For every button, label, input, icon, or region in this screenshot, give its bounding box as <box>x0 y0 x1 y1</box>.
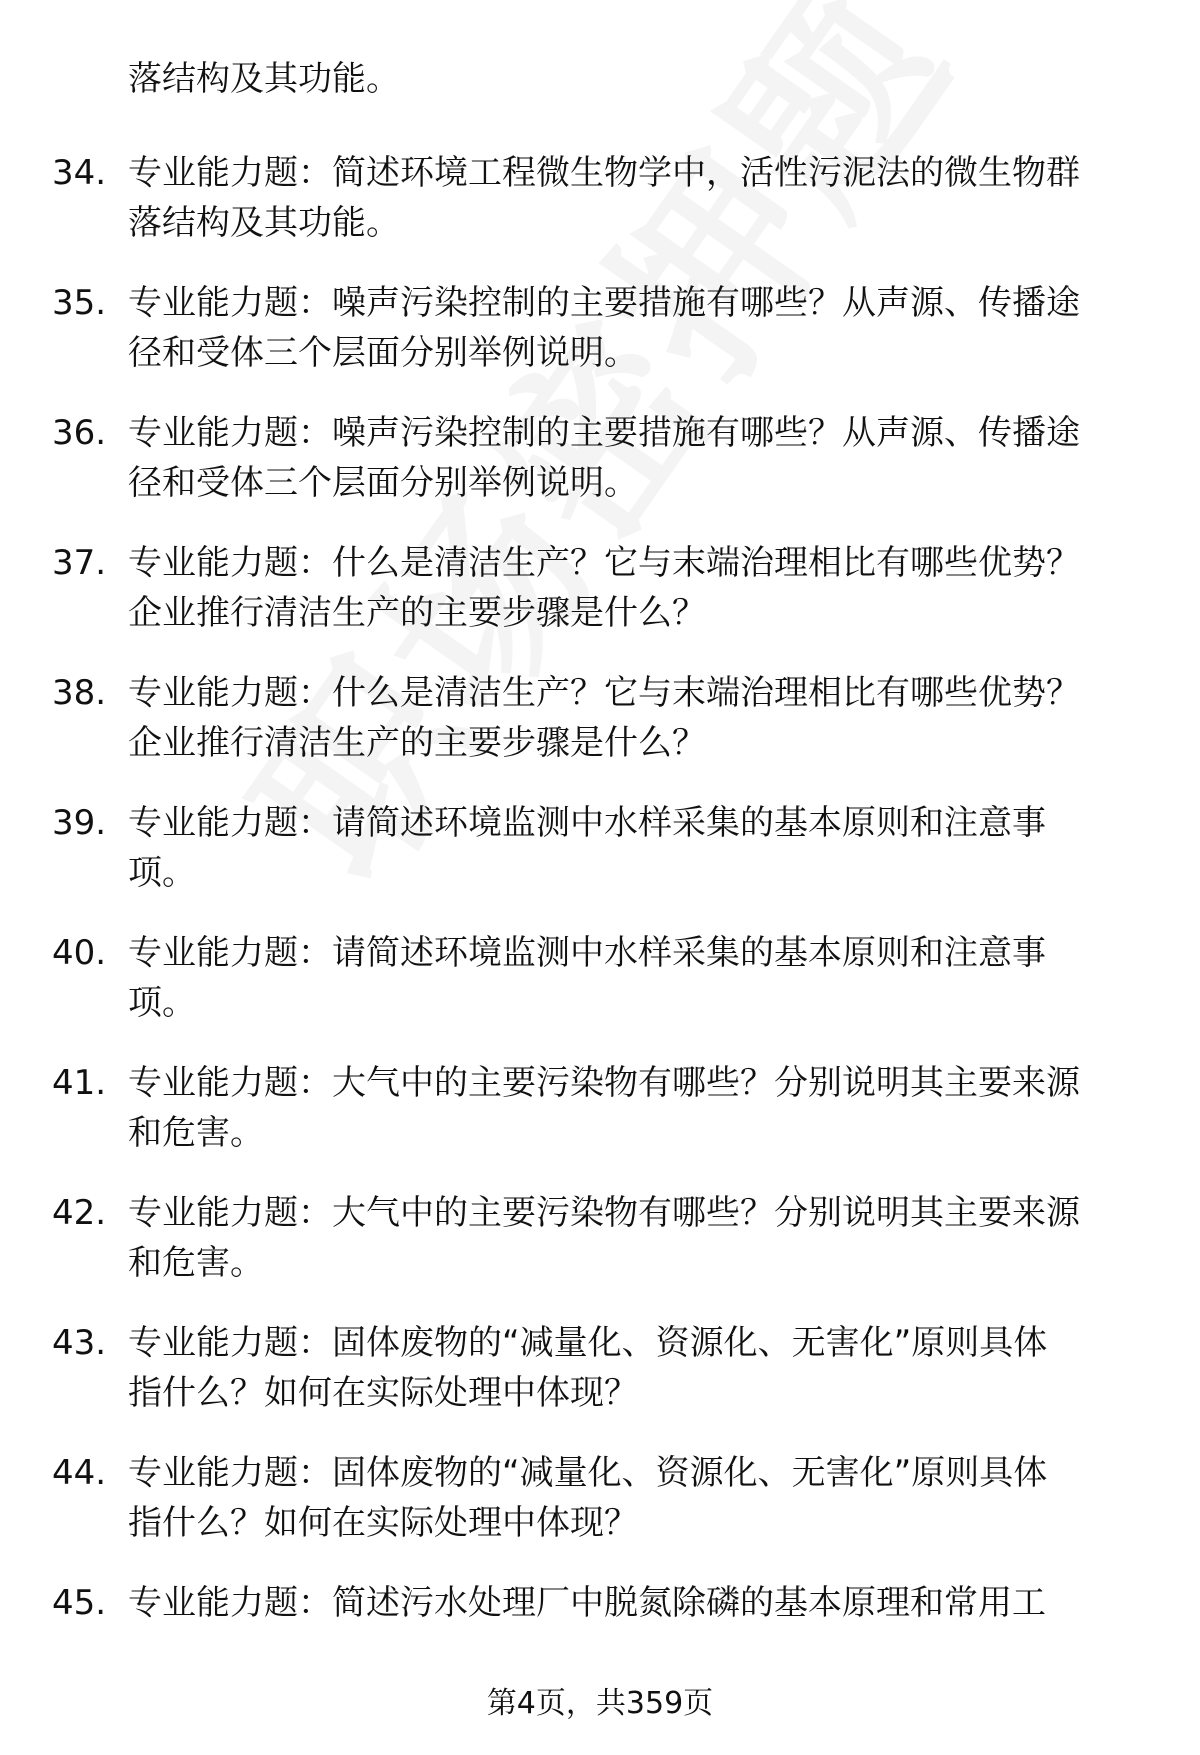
question-number: 36. <box>52 413 107 453</box>
question-text-line: 专业能力题：简述环境工程微生物学中，活性污泥法的微生物群 <box>128 153 1080 193</box>
question-item <box>52 148 1152 248</box>
page-footer: 第4页，共359页 <box>486 1686 714 1721</box>
continuation-text: 落结构及其功能。 <box>128 59 400 99</box>
question-text <box>128 1058 1152 1158</box>
question-item <box>52 1448 1152 1548</box>
question-text <box>128 538 1152 638</box>
question-text-line: 径和受体三个层面分别举例说明。 <box>128 333 638 373</box>
question-text <box>128 928 1152 1028</box>
question-item <box>52 798 1152 898</box>
question-text-line: 落结构及其功能。 <box>128 203 400 243</box>
question-text <box>128 1318 1152 1418</box>
question-text <box>128 668 1152 768</box>
question-text <box>128 798 1152 898</box>
question-number: 34. <box>52 153 107 193</box>
question-text-line: 专业能力题：什么是清洁生产？它与末端治理相比有哪些优势？ <box>128 543 1080 583</box>
question-text-line: 专业能力题：噪声污染控制的主要措施有哪些？从声源、传播途 <box>128 283 1080 323</box>
question-text-line: 专业能力题：请简述环境监测中水样采集的基本原则和注意事 <box>128 803 1046 843</box>
question-number: 42. <box>52 1193 107 1233</box>
question-number: 41. <box>52 1063 107 1103</box>
question-text-line: 和危害。 <box>128 1243 264 1283</box>
question-item <box>52 408 1152 508</box>
question-text <box>128 408 1152 508</box>
question-text-line: 指什么？如何在实际处理中体现？ <box>128 1373 638 1413</box>
question-number: 39. <box>52 803 107 843</box>
question-text <box>128 1578 1152 1628</box>
question-item <box>52 1188 1152 1288</box>
question-item <box>52 1578 1152 1628</box>
question-item <box>52 538 1152 638</box>
question-text <box>128 1188 1152 1288</box>
question-number: 35. <box>52 283 107 323</box>
question-number: 43. <box>52 1323 107 1363</box>
question-item <box>52 1058 1152 1158</box>
question-text-line: 企业推行清洁生产的主要步骤是什么？ <box>128 723 706 763</box>
question-text-line: 和危害。 <box>128 1113 264 1153</box>
question-item <box>52 928 1152 1028</box>
question-number: 44. <box>52 1453 107 1493</box>
question-item <box>52 1318 1152 1418</box>
question-text-line: 项。 <box>128 853 196 893</box>
question-text-line: 专业能力题：什么是清洁生产？它与末端治理相比有哪些优势？ <box>128 673 1080 713</box>
question-text-line: 专业能力题：固体废物的“减量化、资源化、无害化”原则具体 <box>128 1453 1048 1493</box>
question-text-line: 专业能力题：大气中的主要污染物有哪些？分别说明其主要来源 <box>128 1063 1080 1103</box>
question-text-line: 专业能力题：简述污水处理厂中脱氮除磷的基本原理和常用工 <box>128 1583 1046 1623</box>
question-text-line: 指什么？如何在实际处理中体现？ <box>128 1503 638 1543</box>
question-text-line: 径和受体三个层面分别举例说明。 <box>128 463 638 503</box>
question-number: 37. <box>52 543 107 583</box>
question-list <box>52 148 1152 1658</box>
question-number: 45. <box>52 1583 107 1623</box>
question-text-line: 专业能力题：噪声污染控制的主要措施有哪些？从声源、传播途 <box>128 413 1080 453</box>
question-text-line: 项。 <box>128 983 196 1023</box>
question-number: 40. <box>52 933 107 973</box>
question-item <box>52 668 1152 768</box>
question-text-line: 专业能力题：请简述环境监测中水样采集的基本原则和注意事 <box>128 933 1046 973</box>
question-text-line: 企业推行清洁生产的主要步骤是什么？ <box>128 593 706 633</box>
question-number: 38. <box>52 673 107 713</box>
question-text-line: 专业能力题：大气中的主要污染物有哪些？分别说明其主要来源 <box>128 1193 1080 1233</box>
question-text <box>128 278 1152 378</box>
question-text <box>128 1448 1152 1548</box>
question-text-line: 专业能力题：固体废物的“减量化、资源化、无害化”原则具体 <box>128 1323 1048 1363</box>
question-item <box>52 278 1152 378</box>
question-text <box>128 148 1152 248</box>
